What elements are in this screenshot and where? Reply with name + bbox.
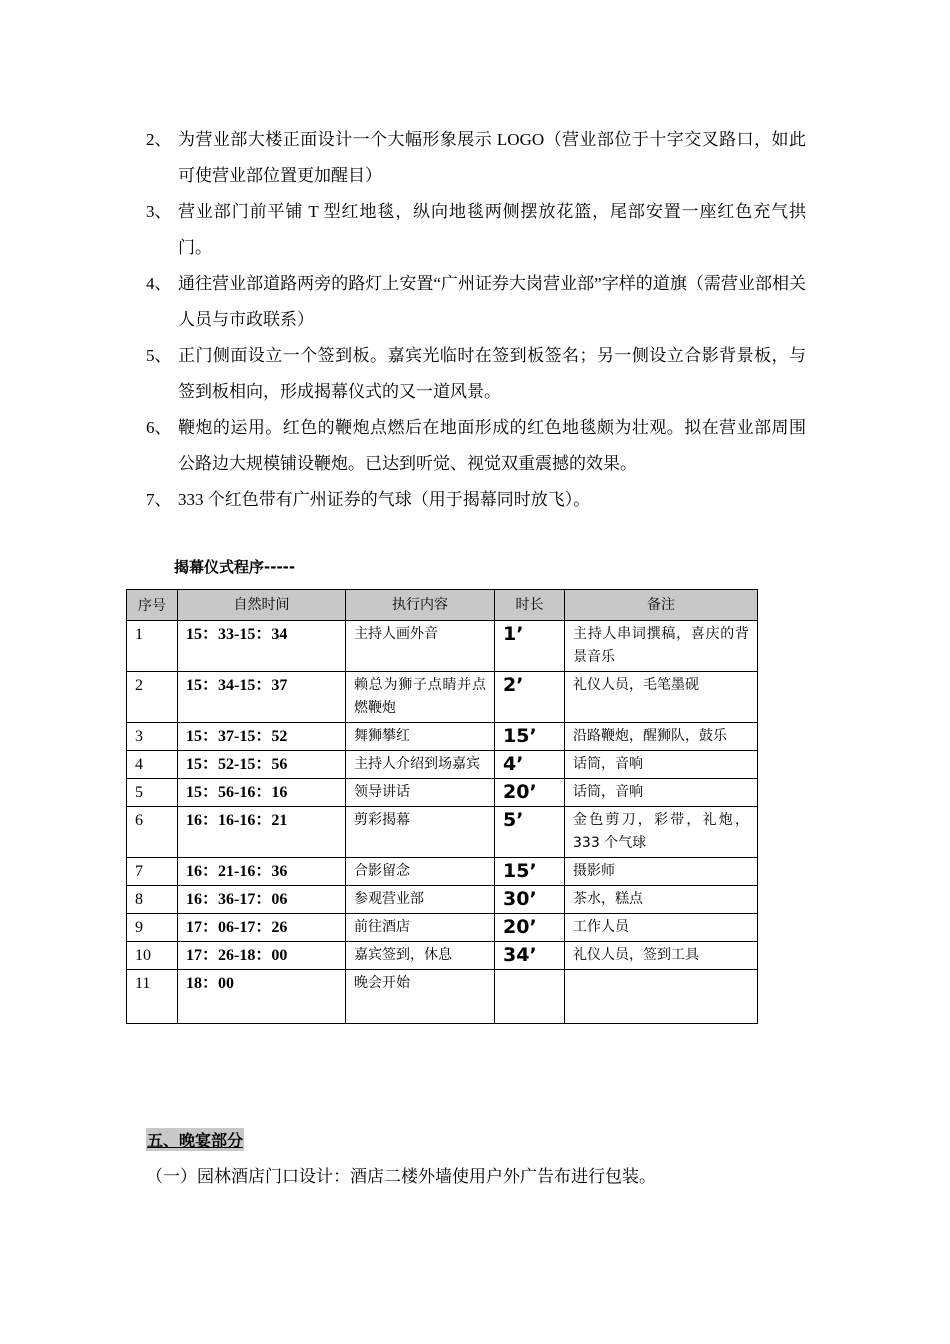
cell-no: 8 [127,886,178,914]
cell-duration: 15’ [495,723,565,751]
cell-time: 16：16-16：21 [178,807,346,858]
cell-activity: 合影留念 [346,858,495,886]
list-item-number: 3、 [146,202,172,221]
list-item-number: 5、 [146,346,172,365]
table-row [127,751,758,779]
list-item-text: 鞭炮的运用。红色的鞭炮点燃后在地面形成的红色地毯颇为壮观。拟在营业部周围公路边大规模铺设鞭炮。已达到听觉、视觉双重震撼的效果。 [178,418,806,473]
cell-activity: 前往酒店 [346,914,495,942]
cell-activity: 主持人介绍到场嘉宾 [346,751,495,779]
list-item-number: 2、 [146,130,172,149]
header-content: 执行内容 [346,590,495,621]
cell-no: 10 [127,942,178,970]
cell-activity: 嘉宾签到，休息 [346,942,495,970]
cell-time: 16：21-16：36 [178,858,346,886]
cell-duration: 4’ [495,751,565,779]
cell-time: 15：56-16：16 [178,779,346,807]
list-item-text: 333 个红色带有广州证券的气球（用于揭幕同时放飞）。 [178,490,591,509]
cell-time: 15：34-15：37 [178,672,346,723]
cell-no: 7 [127,858,178,886]
cell-note: 礼仪人员，毛笔墨砚 [565,672,758,723]
cell-time: 17：26-18：00 [178,942,346,970]
list-item-number: 4、 [146,274,172,293]
list-item-number: 6、 [146,418,172,437]
cell-note: 工作人员 [565,914,758,942]
list-item-number: 7、 [146,490,172,509]
table-row [127,858,758,886]
cell-time: 17：06-17：26 [178,914,346,942]
table-row [127,723,758,751]
cell-activity: 晚会开始 [346,970,495,1024]
cell-note: 摄影师 [565,858,758,886]
list-item [146,194,806,266]
cell-note: 沿路鞭炮，醒狮队，鼓乐 [565,723,758,751]
cell-time: 15：52-15：56 [178,751,346,779]
cell-duration: 5’ [495,807,565,858]
cell-no: 1 [127,621,178,672]
cell-duration: 20’ [495,914,565,942]
cell-note [565,970,758,1024]
list-item-text: 营业部门前平铺 T 型红地毯，纵向地毯两侧摆放花篮，尾部安置一座红色充气拱门。 [178,202,806,257]
table-row [127,914,758,942]
cell-activity: 主持人画外音 [346,621,495,672]
cell-no: 3 [127,723,178,751]
list-item-text: 正门侧面设立一个签到板。嘉宾光临时在签到板签名；另一侧设立合影背景板，与签到板相向，形成揭幕仪式的又一道风景。 [178,346,806,401]
cell-duration [495,970,565,1024]
cell-note: 茶水，糕点 [565,886,758,914]
table-row [127,886,758,914]
cell-no: 11 [127,970,178,1024]
header-seq: 序号 [127,590,178,621]
cell-time: 15：37-15：52 [178,723,346,751]
list-item-text: 通往营业部道路两旁的路灯上安置“广州证券大岗营业部”字样的道旗（需营业部相关人员与市政联系） [178,274,806,329]
schedule-table [126,589,758,1024]
cell-activity: 剪彩揭幕 [346,807,495,858]
list-item [146,266,806,338]
header-duration: 时长 [495,590,565,621]
cell-note: 主持人串词撰稿，喜庆的背景音乐 [565,621,758,672]
table-header-row [127,590,758,621]
list-item [146,122,806,194]
cell-no: 2 [127,672,178,723]
cell-duration: 1’ [495,621,565,672]
cell-note: 礼仪人员，签到工具 [565,942,758,970]
list-item [146,338,806,410]
cell-activity: 领导讲话 [346,779,495,807]
subsection-text: （一）园林酒店门口设计：酒店二楼外墙使用户外广告布进行包装。 [146,1167,656,1186]
cell-time: 15：33-15：34 [178,621,346,672]
cell-activity: 舞狮攀红 [346,723,495,751]
cell-note: 金色剪刀，彩带，礼炮，333 个气球 [565,807,758,858]
arrangement-list [146,122,806,518]
header-time: 自然时间 [178,590,346,621]
table-row [127,942,758,970]
header-remarks: 备注 [565,590,758,621]
cell-no: 4 [127,751,178,779]
cell-duration: 2’ [495,672,565,723]
cell-activity: 赖总为狮子点睛并点燃鞭炮 [346,672,495,723]
list-item-text: 为营业部大楼正面设计一个大幅形象展示 LOGO（营业部位于十字交叉路口，如此可使营业部位置更加醒目） [178,130,806,185]
table-row [127,621,758,672]
program-title: 揭幕仪式程序----- [174,558,296,576]
cell-time: 18：00 [178,970,346,1024]
section-heading: 五、晚宴部分 [146,1128,244,1151]
cell-duration: 30’ [495,886,565,914]
table-row [127,970,758,1024]
list-item [146,410,806,482]
cell-no: 9 [127,914,178,942]
table-row [127,779,758,807]
table-row [127,807,758,858]
cell-duration: 20’ [495,779,565,807]
table-row [127,672,758,723]
cell-no: 6 [127,807,178,858]
cell-duration: 15’ [495,858,565,886]
cell-note: 话筒，音响 [565,751,758,779]
cell-duration: 34’ [495,942,565,970]
cell-activity: 参观营业部 [346,886,495,914]
cell-note: 话筒，音响 [565,779,758,807]
cell-time: 16：36-17：06 [178,886,346,914]
list-item [146,482,806,518]
cell-no: 5 [127,779,178,807]
